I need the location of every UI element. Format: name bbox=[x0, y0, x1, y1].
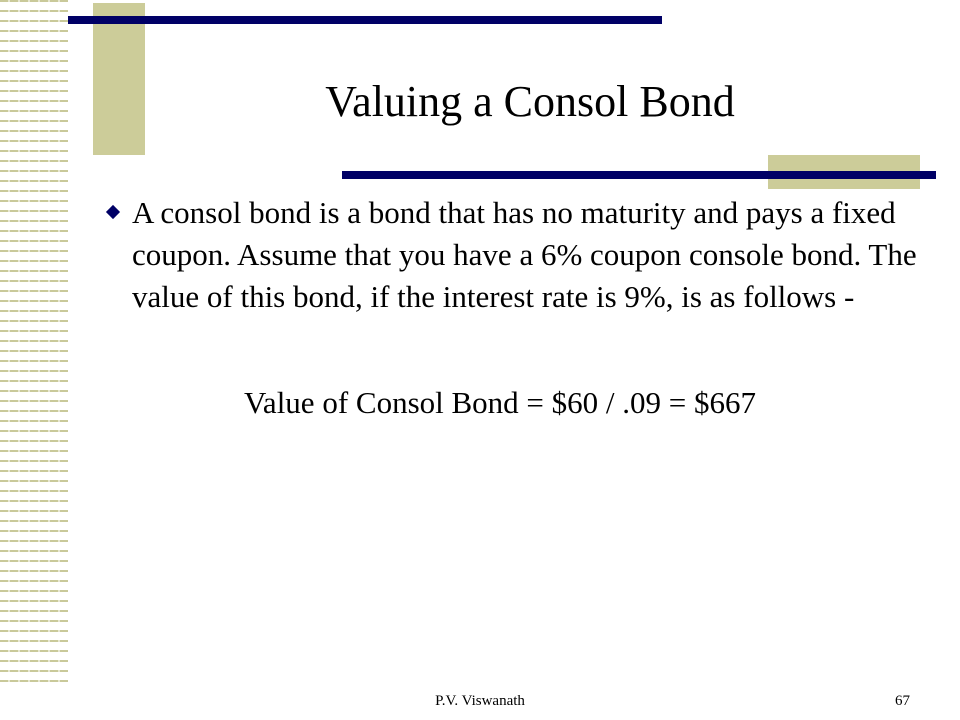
bullet-list bbox=[100, 192, 920, 318]
diamond-bullet-icon bbox=[106, 205, 120, 219]
bullet-item bbox=[100, 192, 920, 318]
footer-page-number: 67 bbox=[895, 693, 910, 709]
navy-rule-top bbox=[68, 16, 662, 24]
left-decorative-band bbox=[0, 0, 68, 686]
navy-rule-middle bbox=[342, 171, 936, 179]
bullet-text: A consol bond is a bond that has no maturity and pays a fixed coupon. Assume that you have a 6% coupon console bond. The value of this bond, if the interest rate is 9%, is as follows - bbox=[132, 195, 917, 314]
formula-line: Value of Consol Bond = $60 / .09 = $667 bbox=[243, 385, 756, 420]
tan-accent-block-top bbox=[93, 3, 145, 155]
slide-title: Valuing a Consol Bond bbox=[325, 77, 735, 126]
footer-author: P.V. Viswanath bbox=[435, 693, 525, 709]
left-band-texture bbox=[0, 0, 68, 686]
